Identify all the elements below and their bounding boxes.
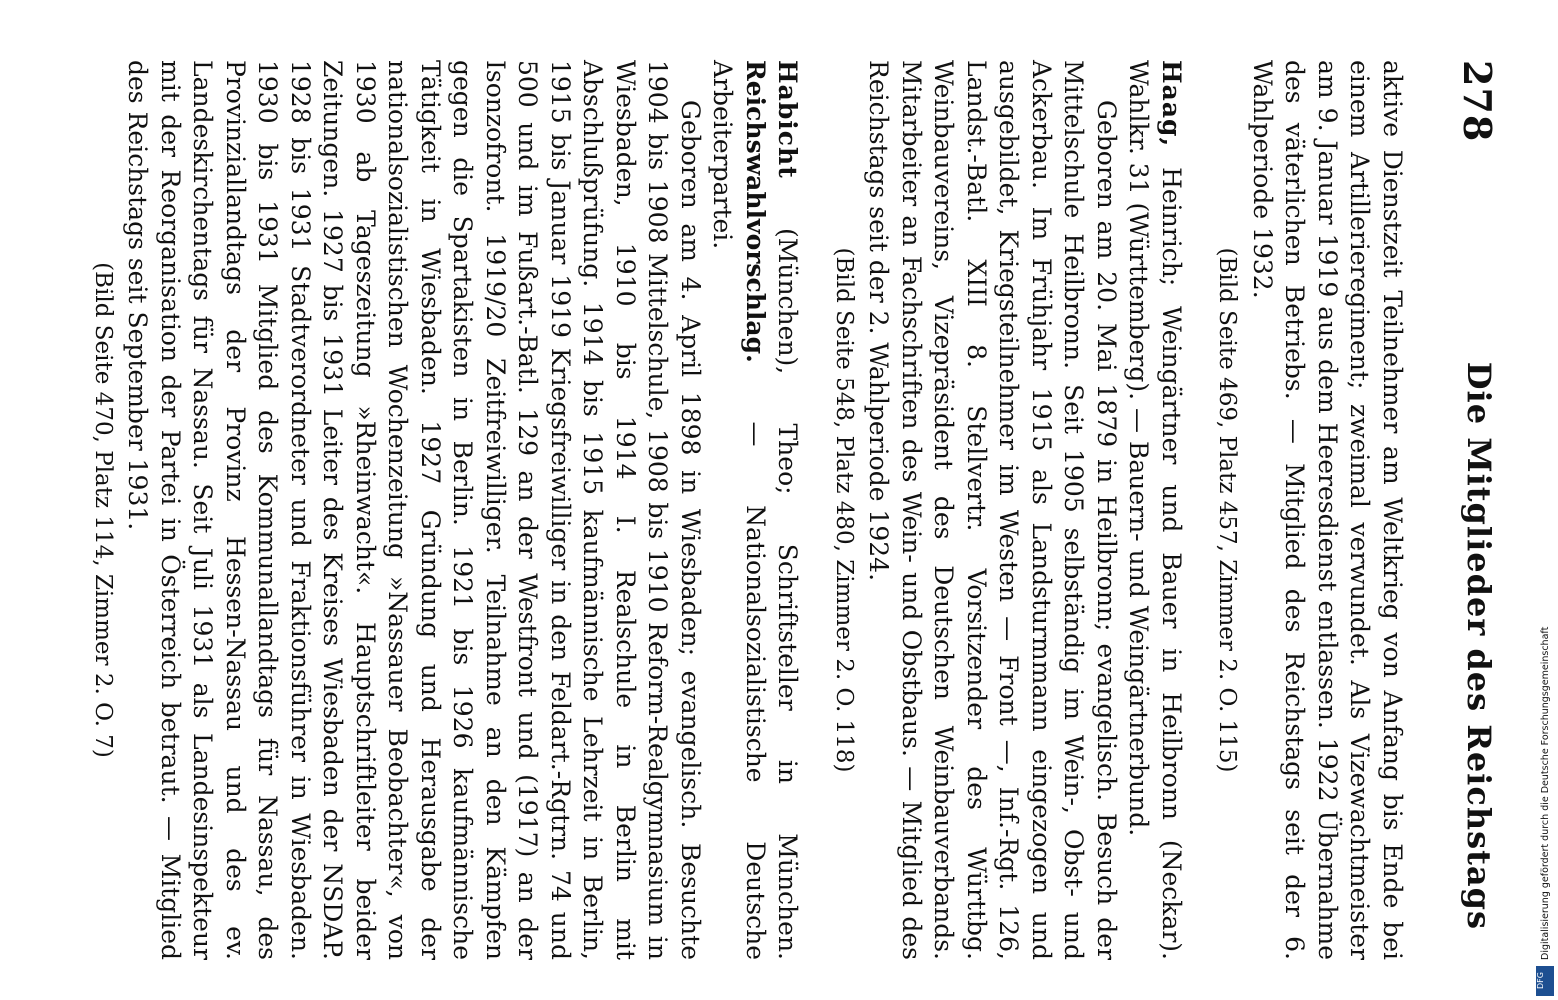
entry-name: Habicht [773,60,803,179]
body-text [87,60,1409,960]
digitization-credit: Digitalisierung gefördert durch die Deutsche Forschungsgemeinschaft [1540,626,1551,960]
entry-continuation-text: aktive Dienstzeit Teilnehmer am Weltkrieg von Anfang bis Ende bei einem Artillerieregiment; zweimal verwundet. Als Vizewachtmeister am 9. Januar 1919 aus dem Heeresdienst entlassen. 1922 Übernahme des väterlichen Betriebs. — Mitglied des Reichstags seit der 6. Wahlperiode 1932. [1248,60,1407,960]
page-header [1448,60,1508,930]
entry-intro: (München), Theo; Schriftsteller in München. [773,228,803,960]
entry-name: Haag, [1157,60,1186,148]
entry-habicht-body: Geboren am 4. April 1898 in Wiesbaden; evangelisch. Besuchte 1904 bis 1908 Mittelschule, 1908 bis 1910 Reform-Realgymnasium in Wiesbaden, 1910 bis 1914 I. Realschule in Berlin mit Abschlußprüfung. 1914 bis 1915 kaufmännische Lehrzeit in Berlin, 1915 bis Januar 1919 Kriegsfreiwilliger in den Feldart.-Rgtrn. 74 und 500 und im Fußart.-Batl. 129 an der Westfront und (1917) an der Isonzofront. 1919/20 Zeitfreiwilliger. Teilnahme an den Kämpfen gegen die Spartakisten in Berlin. 1921 bis 1926 kaufmännische Tätigkeit in Wiesbaden. 1927 Gründung und Herausgabe der nationalsozialistischen Wochenzeitung »Nassauer Beobachter«, von 1930 ab Tageszeitung »Rheinwacht«. Hauptschriftleiter beider Zeitungen. 1927 bis 1931 Leiter des Kreises Wiesbaden der NSDAP. 1928 bis 1931 Stadtverordneter und Fraktionsführer in Wiesbaden. 1930 bis 1931 Mitglied des Kommunallandtags für Nassau, des Provinziallandtags der Provinz Hessen-Nassau und des ev. Landeskirchentags für Nassau. Seit Juli 1931 als Landesinspekteur mit der Reorganisation der Partei in Österreich betraut. — Mitglied des Reichstags seit September 1931. [123,60,705,960]
entry-intro-party: — Nationalsozialistische Deutsche Arbeiterpartei. [708,60,770,960]
entry-intro: Heinrich; Weingärtner und Bauer in Heilbronn (Neckar). Wahlkr. 31 (Württemberg). — Bauern- und Weingärtnerbund. [1124,60,1186,960]
entry-reference: (Bild Seite 470, Platz 114, Zimmer 2. O. 7) [90,262,116,758]
entry-reference: (Bild Seite 469, Platz 457, Zimmer 2. O. 115) [1214,247,1241,773]
entry-haag-intro [1122,60,1187,960]
entry-reference: (Bild Seite 548, Platz 480, Zimmer 2. O. 118) [831,247,857,773]
entry-haag-body: Geboren am 20. Mai 1879 in Heilbronn; evangelisch. Besuch der Mittelschule Heilbronn. Seit 1905 selbständig im Wein-, Obst- und Ackerbau. Im Frühjahr 1915 als Landsturmmann eingezogen und ausgebildet, Kriegsteilnehmer im Westen — Front —, Inf.-Rgt. 126, Landst.-Batl. XIII 8. Stellvertr. Vorsitzender des Württbg. Weinbauvereins, Vizepräsident des Deutschen Weinbauverbands. Mitarbeiter an Fachschriften des Wein- und Obstbaus. — Mitglied des Reichstags seit der 2. Wahlperiode 1924. [864,60,1121,960]
entry-habicht-intro [706,60,804,960]
running-title: Die Mitglieder des Reichstags [1460,361,1498,930]
page-number: 278 [1455,60,1500,143]
entry-intro-bold: Reichswahlvorschlag. [741,60,770,363]
dfg-logo: DFG [1536,966,1554,996]
